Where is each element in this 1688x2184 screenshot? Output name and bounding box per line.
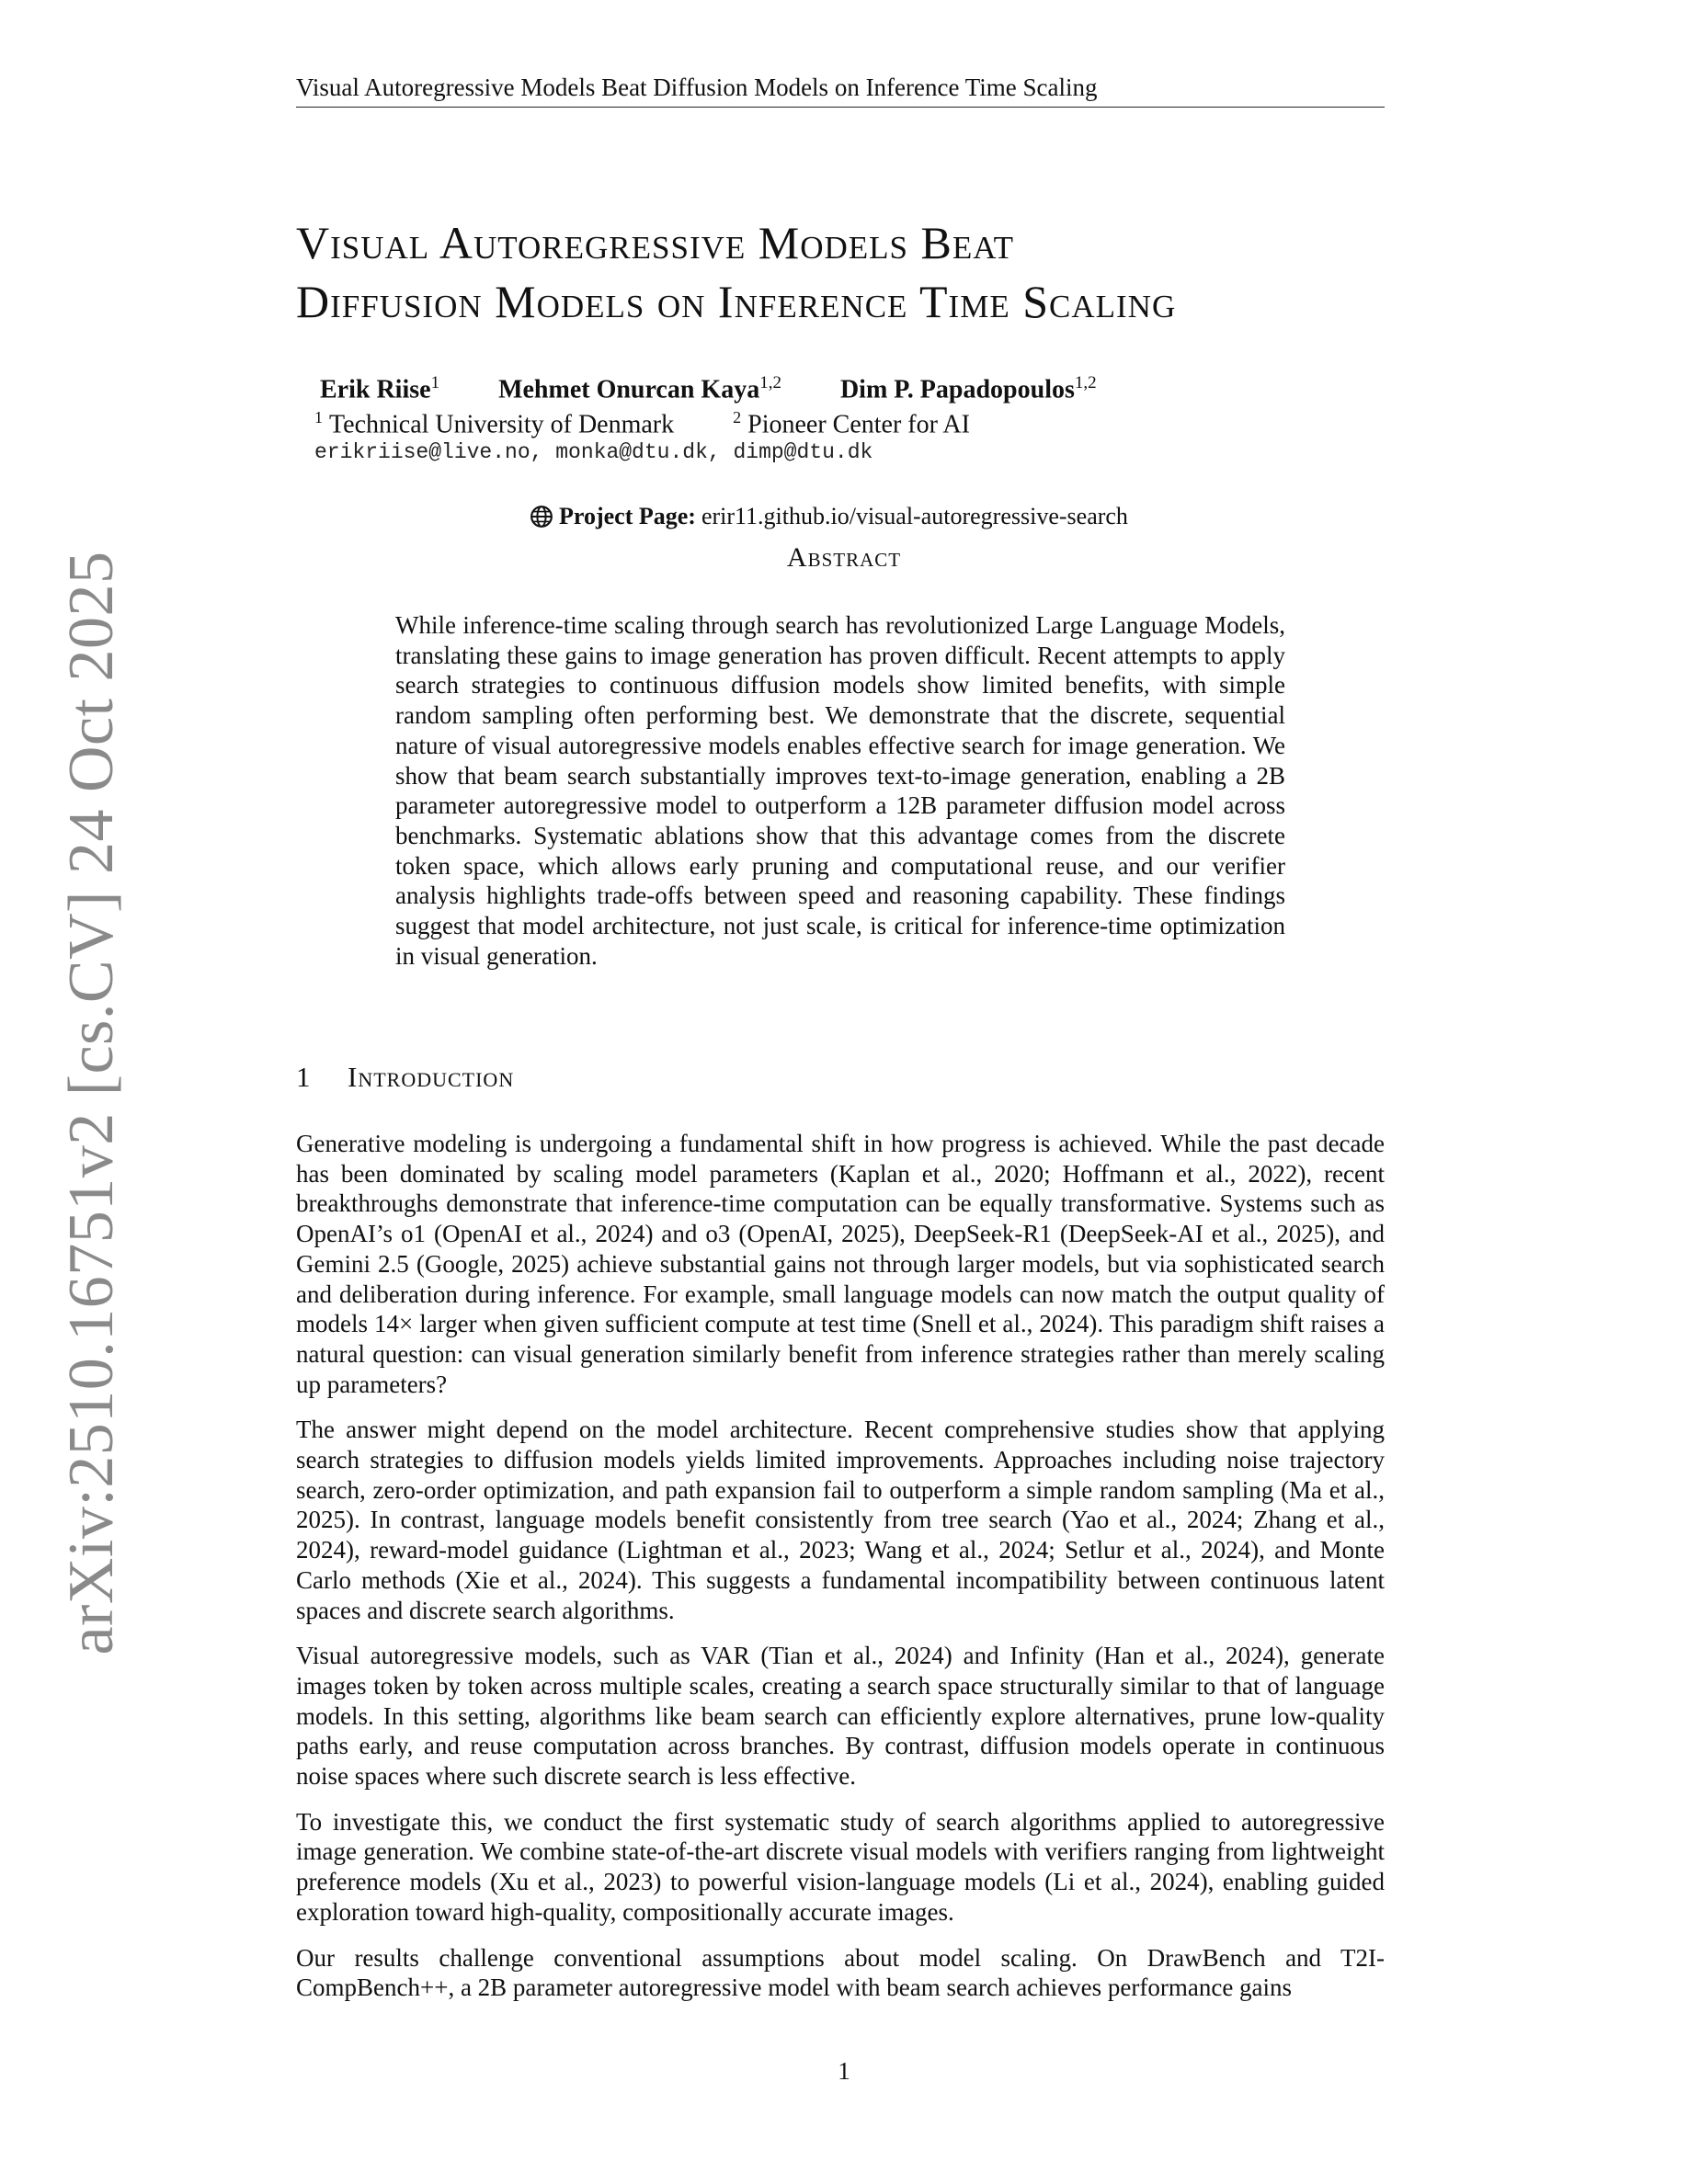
project-page-line: [530, 501, 1128, 532]
affiliation-list: [314, 402, 970, 440]
arxiv-identifier-stamp: arXiv:2510.16751v2 [cs.CV] 24 Oct 2025: [56, 551, 127, 1655]
introduction-body: [296, 1129, 1385, 2019]
affiliation-mark: 2: [733, 408, 742, 427]
affiliation-mark: 1: [314, 408, 323, 427]
page-number: 1: [838, 2057, 850, 2085]
paragraph: The answer might depend on the model architecture. Recent comprehensive studies show that applying search strategies to diffusion models yields limited improvements. Approaches including noise trajectory search, zero-order optimization, and path expansion fail to outperform a simple random sampling (Ma et al., 2025). In contrast, language models benefit consistently from tree search (Yao et al., 2024; Zhang et al., 2024), reward-model guidance (Lightman et al., 2023; Wang et al., 2024; Setlur et al., 2024), and Monte Carlo methods (Xie et al., 2024). This suggests a fundamental incompatibility between continuous latent spaces and discrete search algorithms.: [296, 1416, 1385, 1624]
section-number: 1: [296, 1061, 312, 1093]
abstract-heading: Abstract: [786, 542, 902, 573]
abstract-text: While inference-time scaling through search has revolutionized Large Language Models, translating these gains to image generation has proven difficult. Recent attempts to apply search strategies to continuous diffusion models show limited benefits, with simple random sampling often performing best. We demonstrate that the discrete, sequential nature of visual autoregressive models enables effective search for image generation. We show that beam search substantially improves text-to-image generation, enabling a 2B parameter autoregressive model to outperform a 12B parameter diffusion model across benchmarks. Systematic ablations show that this advantage comes from the discrete token space, which allows early pruning and computational reuse, and our verifier analysis highlights trade-offs between speed and reasoning capability. These findings suggest that model architecture, not just scale, is critical for inference-time optimization in visual generation.: [395, 611, 1285, 970]
section-title: Introduction: [348, 1061, 515, 1093]
author-name: Erik Riise: [320, 375, 431, 404]
title-line-2: Diffusion Models on Inference Time Scaling: [296, 276, 1177, 327]
author-emails: erikriise@live.no, monka@dtu.dk, dimp@dtu.dk: [314, 440, 873, 464]
globe-icon: [530, 505, 553, 529]
paragraph: Our results challenge conventional assumptions about model scaling. On DrawBench and T2I-CompBench++, a 2B parameter autoregressive model with beam search achieves performance gains: [296, 1943, 1385, 2002]
paragraph: To investigate this, we conduct the first systematic study of search algorithms applied to autoregressive image generation. We combine state-of-the-art discrete visual models with verifiers ranging from lightweight preference models (Xu et al., 2023) to powerful vision-language models (Li et al., 2024), enabling guided exploration toward high-quality, compositionally accurate images.: [296, 1807, 1385, 1926]
author-affiliation-mark: 1,2: [1074, 373, 1097, 392]
title-line-1: Visual Autoregressive Models Beat: [296, 217, 1015, 268]
paragraph: Generative modeling is undergoing a fundamental shift in how progress is achieved. While the past decade has been dominated by scaling model parameters (Kaplan et al., 2020; Hoffmann et al., 2022), recent breakthroughs demonstrate that inference-time computation can be equally transformative. Systems such as OpenAI’s o1 (OpenAI et al., 2024) and o3 (OpenAI, 2025), DeepSeek-R1 (DeepSeek-AI et al., 2025), and Gemini 2.5 (Google, 2025) achieve substantial gains not through larger models, but via sophisticated search and deliberation during inference. For example, small language models can now match the output quality of models 14× larger when given sufficient compute at test time (Snell et al., 2024). This paradigm shift raises a natural question: can visual generation similarly benefit from inference strategies rather than merely scaling up parameters?: [296, 1130, 1385, 1398]
author-list: [320, 368, 1097, 405]
section-heading: [296, 1061, 514, 1094]
author-affiliation-mark: 1: [430, 373, 440, 392]
author-name: Dim P. Papadopoulos: [839, 375, 1075, 404]
project-page-label: Project Page:: [559, 503, 696, 529]
running-header: Visual Autoregressive Models Beat Diffusion Models on Inference Time Scaling: [296, 72, 1385, 108]
affiliation-name: Technical University of Denmark: [329, 410, 675, 439]
affiliation-name: Pioneer Center for AI: [747, 410, 970, 439]
paper-title: [296, 213, 1176, 331]
author-affiliation-mark: 1,2: [759, 373, 781, 392]
author-name: Mehmet Onurcan Kaya: [498, 375, 760, 404]
paragraph: Visual autoregressive models, such as VAR (Tian et al., 2024) and Infinity (Han et al., 2024), generate images token by token across multiple scales, creating a search space structurally similar to that of language models. In this setting, algorithms like beam search can efficiently explore alternatives, prune low-quality paths early, and reuse computation across branches. By contrast, diffusion models operate in continuous noise spaces where such discrete search is less effective.: [296, 1642, 1385, 1791]
project-page-link[interactable]: erir11.github.io/visual-autoregressive-search: [701, 503, 1128, 529]
